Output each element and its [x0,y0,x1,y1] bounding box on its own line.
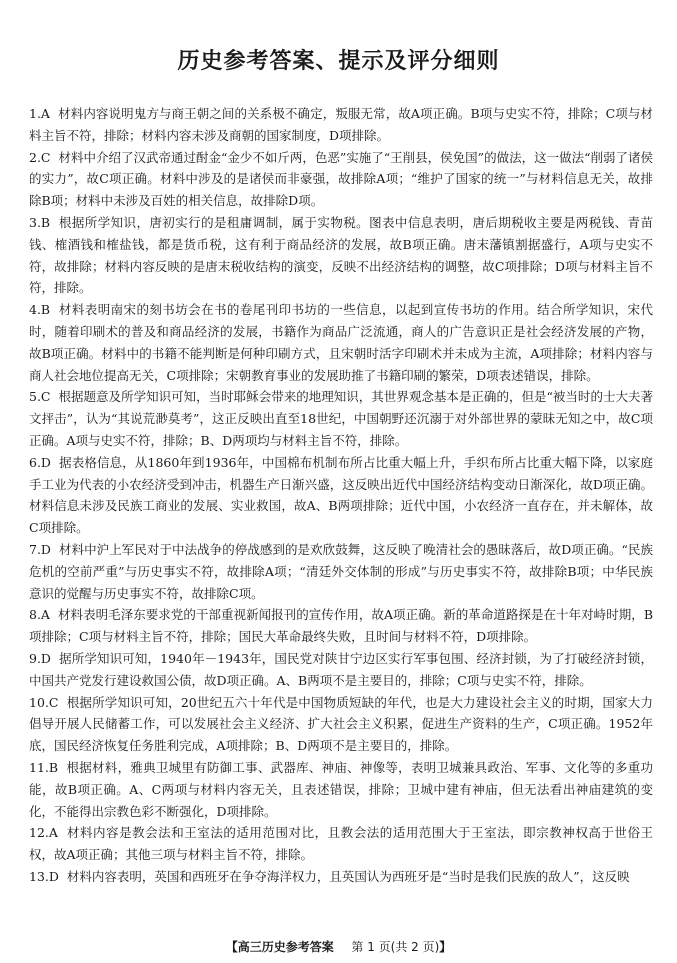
answer-item [29,539,653,604]
answer-item [29,212,653,299]
answer-text: 材料中介绍了汉武帝通过酎金“金少不如斤两，色恶”实施了“王削县，侯免国”的做法，这一做法“削弱了诸侯的实力”，故C项正确。材料中涉及的是诸侯而非豪强，故排除A项；“维护了国家的统一”与材料信息无关，故排除B项；材料中未涉及百姓的相关信息，故排除D项。 [29,149,653,209]
answer-number: 2.C [29,149,51,165]
answer-item [29,103,653,147]
answer-item [29,604,653,648]
answer-text: 据所学知识可知，1940年－1943年，国民党对陕甘宁边区实行军事包围、经济封锁，为了打破经济封锁，中国共产党发行建设救国公债，故D项正确。A、B两项不是主要目的，排除；C项与史实不符，排除。 [29,650,654,688]
answer-number: 3.B [29,214,51,230]
page-title: 历史参考答案、提示及评分细则 [177,49,500,74]
answer-text: 材料中沪上军民对于中法战争的停战感到的是欢欣鼓舞，这反映了晚清社会的愚昧落后，故D项正确。“民族危机的空前严重”与历史事实不符，故排除A项；“清廷外交体制的形成”与历史事实不符，故排除B项；中华民族意识的觉醒与历史事实不符，故排除C项。 [29,541,653,601]
answer-number: 12.A [29,825,58,841]
answer-text: 根据题意及所学知识可知，当时耶稣会带来的地理知识，其世界观念基本是正确的，但是“被当时的士大夫著文抨击”，认为“其说荒渺莫考”，这正反映出直至18世纪，中国朝野还沉溺于对外部世界的蒙昧无知之中，故C项正确。A项与史实不符，排除；B、D两项均与材料主旨不符，排除。 [29,389,653,448]
answer-item [29,692,653,757]
answer-text: 材料内容表明，英国和西班牙在争夺海洋权力，且英国认为西班牙是“当时是我们民族的敌人”，这反映 [66,868,630,884]
answer-item [29,299,653,386]
footer-close: 】 [439,940,452,954]
answer-item [29,822,653,866]
answer-item [29,147,653,212]
answer-number: 5.C [29,389,51,405]
answer-number: 9.D [29,650,51,666]
answer-item [29,386,653,451]
answer-number: 4.B [29,302,51,318]
answer-item [29,648,653,692]
answer-text: 材料内容说明鬼方与商王朝之间的关系极不确定，叛服无常，故A项正确。B项与史实不符，排除；C项与材料主旨不符，排除；材料内容未涉及商朝的国家制度，D项排除。 [29,106,654,143]
answer-list [29,103,653,888]
answer-item [29,866,653,888]
answer-number: 13.D [29,868,59,884]
answer-item [29,452,653,539]
answer-text: 根据所学知识，唐初实行的是租庸调制，属于实物税。图表中信息表明，唐后期税收主要是两税钱、青苗钱、榷酒钱和榷盐钱，都是货币税，这有利于商品经济的发展，故B项正确。唐末藩镇割据盛行，A项与史实不符，故排除；材料内容反映的是唐末税收结构的演变，反映不出经济结构的调整，故C项排除；D项与材料主旨不符，排除。 [29,214,653,296]
answer-text: 材料表明南宋的刻书坊会在书的卷尾刊印书坊的一些信息，以起到宣传书坊的作用。结合所学知识，宋代时，随着印刷术的普及和商品经济的发展，书籍作为商品广泛流通，商人的广告意识正是社会经济发展的产物，故B项正确。材料中的书籍不能判断是何种印刷方式，且宋朝时活字印刷术并未成为主流，A项排除；材料内容与商人社会地位提高无关，C项排除；宋朝教育事业的发展助推了书籍印刷的繁荣，D项表述错误，排除。 [29,302,653,383]
answer-number: 1.A [29,106,50,121]
answer-number: 8.A [29,607,50,623]
footer-label: 【高三历史参考答案 [225,940,334,954]
answer-text: 根据所学知识可知，20世纪五六十年代是中国物质短缺的年代，也是大力建设社会主义的时期，国家大力倡导开展人民储蓄工作，可以发展社会主义经济、扩大社会主义积累，促进生产资料的生产，C项正确。1952年底，国民经济恢复任务胜利完成，A项排除；B、D两项不是主要目的，排除。 [29,694,653,754]
answer-number: 10.C [29,694,59,710]
answer-text: 根据材料，雅典卫城里有防御工事、武器库、神庙、神像等，表明卫城兼具政治、军事、文化等的多重功能，故B项正确。A、C两项与材料内容无关，且表述错误，排除；卫城中建有神庙，但无法看出神庙建筑的变化，不能得出宗教色彩不断强化，D项排除。 [29,759,653,819]
answer-number: 6.D [29,454,51,470]
page-footer [0,938,677,955]
answer-text: 据表格信息，从1860年到1936年，中国棉布机制布所占比重大幅上升，手织布所占比重大幅下降，以家庭手工业为代表的小农经济受到冲击，机器生产日渐兴盛，这反映出近代中国经济结构变动日渐深化，故D项正确。材料信息未涉及民族工商业的发展、实业救国，故A、B两项排除；近代中国，小农经济一直存在，并未解体，故C项排除。 [29,454,654,536]
footer-page-number: 第 1 页(共 2 页) [351,940,440,954]
answer-item [29,757,653,822]
answer-number: 7.D [29,541,51,557]
answer-number: 11.B [29,759,59,775]
answer-text: 材料表明毛泽东要求党的干部重视新闻报刊的宣传作用，故A项正确。新的革命道路探是在十年对峙时期，B项排除；C项与材料主旨不符，排除；国民大革命最终失败，且时间与材料不符，D项排除。 [29,607,653,645]
answer-text: 材料内容是教会法和王室法的适用范围对比，且教会法的适用范围大于王室法，即宗教神权高于世俗王权，故A项正确；其他三项与材料主旨不符，排除。 [29,825,653,863]
